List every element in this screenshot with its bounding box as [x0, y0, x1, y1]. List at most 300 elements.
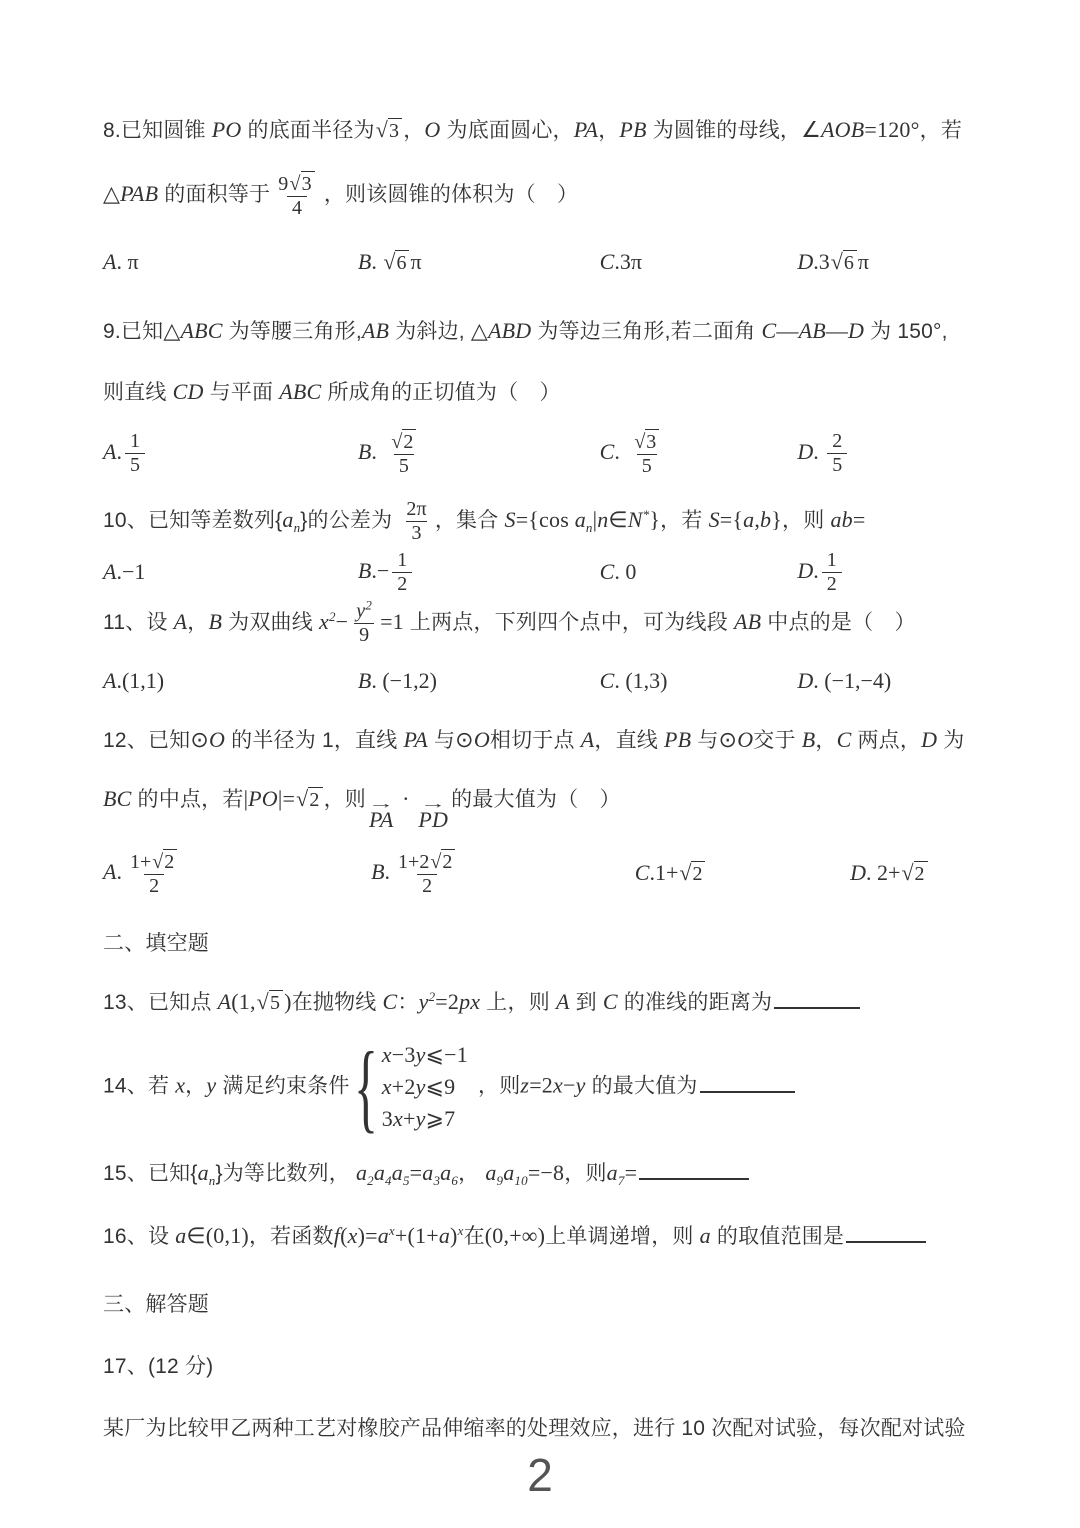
- text: 15、已知{: [103, 1162, 198, 1186]
- math-variable: A: [217, 989, 232, 1015]
- math-variable: y: [415, 1042, 426, 1068]
- radicand: 3: [388, 118, 402, 143]
- q12-options: [103, 849, 982, 898]
- radicand: 6: [395, 250, 409, 275]
- math-variable: PA: [573, 117, 599, 142]
- text: ，: [458, 1162, 486, 1186]
- math-text: .3π: [614, 249, 642, 274]
- text: 为圆锥的母线，: [646, 119, 802, 142]
- math-text: ={cos: [515, 507, 575, 533]
- math-text: 2: [397, 573, 408, 595]
- math-text: |=: [277, 786, 296, 811]
- math-variable: C: [634, 860, 650, 886]
- superscript: *: [642, 507, 650, 523]
- math-variable: B: [357, 439, 372, 465]
- numerator: [827, 430, 847, 453]
- text: 的最大值为: [585, 1074, 698, 1098]
- text: 二、填空题: [103, 932, 209, 956]
- q9-options: [103, 429, 982, 478]
- math-text: .: [813, 439, 825, 465]
- numerator: [393, 849, 461, 874]
- option-b: [358, 549, 600, 596]
- math-text: ⩽−1: [425, 1042, 468, 1068]
- text: 为 150°,: [864, 320, 948, 343]
- radicand: 2: [308, 787, 322, 812]
- text: ，: [185, 1074, 207, 1098]
- option-c: [635, 855, 850, 892]
- math-variable: f: [333, 1223, 341, 1249]
- math-text: −: [335, 609, 349, 635]
- text: ，: [403, 119, 425, 142]
- math-variable: PO: [211, 117, 242, 142]
- math-text: ⊙: [190, 727, 209, 752]
- math-text: −3: [391, 1042, 416, 1068]
- math-text: ⩽9: [425, 1074, 456, 1100]
- answer-blank: [774, 1004, 860, 1009]
- numerator: [273, 171, 321, 196]
- radical-sign-icon: √: [391, 431, 403, 453]
- radical-sign-icon: √: [289, 173, 301, 195]
- radicand: 3: [301, 171, 315, 196]
- math-text: ): [450, 1223, 458, 1249]
- subscript: 9: [496, 1173, 504, 1189]
- math-variable: C: [599, 559, 615, 584]
- text: 的中点，若: [131, 788, 244, 811]
- numerator: [401, 498, 432, 521]
- option-d: [797, 244, 982, 281]
- math-variable: C: [761, 318, 777, 343]
- math-text: . (−1,2): [371, 668, 437, 693]
- text: 13、已知点: [103, 991, 218, 1015]
- subscript: 7: [617, 1173, 625, 1189]
- square-root: [376, 112, 402, 148]
- vector-arrow-icon: →: [367, 795, 395, 811]
- math-text: (1,: [231, 989, 256, 1015]
- math-variable: AB: [361, 318, 390, 343]
- equation-system: [353, 1031, 468, 1143]
- math-variable: D: [797, 558, 814, 584]
- text: ，集合: [434, 509, 505, 533]
- math-variable: D: [848, 318, 865, 343]
- section-fill-in: [103, 926, 982, 962]
- text: ，则: [471, 1074, 521, 1098]
- math-text: ⊙: [455, 727, 474, 752]
- option-a: [103, 244, 358, 281]
- math-variable: a: [574, 507, 586, 533]
- text: 则直线: [103, 381, 173, 404]
- math-text: 4: [291, 197, 303, 219]
- math-text: 1: [129, 430, 140, 452]
- text: 11、设: [103, 611, 174, 635]
- text: 与: [691, 729, 719, 752]
- math-text: =2: [435, 989, 460, 1015]
- math-text: .(1,1): [116, 668, 165, 693]
- square-root: [296, 781, 322, 817]
- text: 为等腰三角形,: [222, 320, 362, 343]
- math-variable: x: [381, 1042, 392, 1068]
- q10-options: [103, 549, 982, 596]
- square-root: [152, 849, 177, 874]
- math-variable: C: [599, 439, 615, 465]
- math-variable: O: [209, 727, 226, 752]
- denominator: [822, 572, 842, 596]
- math-variable: ABC: [180, 318, 223, 343]
- fraction: [351, 597, 377, 647]
- math-text: 1+2: [398, 851, 430, 874]
- text: 的取值范围是: [710, 1225, 845, 1249]
- math-variable: a: [438, 1223, 451, 1249]
- q8-options: [103, 244, 982, 281]
- math-text: 2: [826, 573, 837, 595]
- math-variable: a: [606, 1160, 618, 1186]
- subscript: n: [585, 520, 593, 536]
- text: 为: [937, 729, 965, 752]
- math-variable: a: [422, 1160, 434, 1186]
- text: 上单调递增，则: [545, 1225, 700, 1249]
- option-a: [103, 554, 358, 591]
- math-variable: a: [373, 1160, 386, 1186]
- math-text: =2: [529, 1072, 553, 1098]
- math-variable: C: [602, 989, 618, 1015]
- brace-icon: {: [353, 1031, 378, 1143]
- math-variable: ABD: [488, 318, 532, 343]
- math-text: . π: [116, 249, 139, 274]
- radical-sign-icon: √: [679, 860, 692, 886]
- fraction: [273, 171, 321, 220]
- math-text: 2: [422, 875, 433, 898]
- math-variable: x: [347, 1223, 358, 1249]
- text: 某厂为比较甲乙两种工艺对橡胶产品伸缩率的处理效应，进行 10 次配对试验，每次配对试验: [103, 1417, 966, 1441]
- text: 10、已知等差数列{: [103, 509, 283, 533]
- option-b: [358, 663, 600, 700]
- math-variable: y: [575, 1072, 586, 1098]
- vector-name: PA: [369, 807, 394, 832]
- math-variable: C: [836, 727, 852, 752]
- math-text: . (−1,−4): [813, 668, 892, 693]
- math-text: ·: [396, 786, 416, 811]
- q11-line: [103, 597, 982, 647]
- text: ，: [815, 729, 837, 752]
- math-variable: A: [103, 859, 117, 885]
- subscript: 10: [514, 1173, 528, 1189]
- math-text: =: [852, 507, 866, 533]
- math-variable: A: [103, 249, 117, 274]
- radical-sign-icon: √: [383, 249, 396, 274]
- math-text: 9: [278, 173, 289, 195]
- radical-sign-icon: √: [901, 860, 914, 886]
- text: ，: [187, 611, 209, 635]
- numerator: [385, 429, 422, 454]
- math-text: =1: [380, 609, 404, 635]
- q9-line-1: [103, 313, 982, 350]
- square-root: [430, 849, 455, 874]
- option-c: [600, 663, 798, 700]
- fraction: [125, 430, 145, 477]
- math-variable: a: [282, 507, 294, 533]
- math-variable: A: [580, 727, 595, 752]
- math-variable: D: [797, 249, 814, 274]
- text: ，则: [323, 788, 367, 811]
- vector-name: PD: [418, 807, 449, 832]
- subscript: 5: [402, 1173, 410, 1189]
- q9-line-2: [103, 374, 982, 411]
- math-text: .: [371, 439, 383, 465]
- math-variable: B: [357, 249, 372, 274]
- math-text: =: [624, 1160, 638, 1186]
- text: 上，则: [480, 991, 556, 1015]
- superscript: 2: [365, 597, 373, 613]
- math-text: ∈: [608, 507, 628, 533]
- text: 的底面半径为: [241, 119, 375, 142]
- text: ，若函数: [248, 1225, 334, 1249]
- radicand: 2: [402, 429, 416, 454]
- math-text: ∈(0,1): [186, 1223, 249, 1249]
- fraction: [385, 429, 422, 478]
- math-variable: O: [473, 727, 490, 752]
- math-text: .−1: [116, 559, 146, 584]
- square-root: [257, 984, 283, 1020]
- option-d: [850, 855, 982, 892]
- math-text: ⊙: [718, 727, 738, 752]
- math-variable: a: [743, 507, 755, 533]
- square-root: [289, 171, 314, 196]
- vector: [367, 795, 395, 832]
- math-text: 5: [832, 454, 843, 476]
- math-variable: x: [319, 609, 329, 635]
- option-b: [358, 429, 600, 478]
- math-variable: a: [391, 1160, 403, 1186]
- square-root: [634, 429, 659, 454]
- superscript: 2: [428, 989, 436, 1005]
- math-text: }: [649, 507, 661, 533]
- subscript: n: [293, 520, 301, 536]
- math-text: 9: [359, 624, 370, 646]
- equation-row-1: [382, 1041, 468, 1069]
- page-number: 2: [527, 1449, 553, 1501]
- math-variable: A: [173, 609, 188, 635]
- radical-sign-icon: √: [152, 851, 164, 874]
- option-c: [600, 554, 798, 591]
- fraction: [125, 849, 183, 898]
- math-text: π: [857, 249, 869, 274]
- fraction: [822, 549, 842, 596]
- math-variable: y: [418, 989, 429, 1015]
- text: 为斜边,: [389, 320, 471, 343]
- option-d: [797, 549, 982, 596]
- math-variable: B: [208, 609, 223, 635]
- math-text: .: [371, 249, 383, 274]
- denominator: [637, 454, 657, 478]
- q11-options: [103, 663, 982, 700]
- math-variable: A: [103, 559, 117, 584]
- math-variable: AOB: [821, 117, 865, 142]
- math-text: .: [116, 859, 122, 885]
- math-variable: C: [382, 989, 398, 1015]
- radical-sign-icon: √: [256, 989, 269, 1015]
- math-variable: D: [797, 439, 814, 465]
- math-variable: O: [424, 117, 441, 142]
- math-variable: a: [175, 1223, 187, 1249]
- math-variable: CD: [172, 379, 204, 404]
- fraction: [393, 849, 461, 898]
- denominator: [827, 453, 847, 477]
- math-text: (0,+∞): [484, 1223, 546, 1249]
- text: 与: [427, 729, 456, 752]
- math-variable: N: [627, 507, 643, 533]
- math-text: .: [813, 558, 819, 584]
- fraction: [827, 430, 847, 477]
- math-text: )=: [357, 1223, 378, 1249]
- math-text: −: [562, 1072, 576, 1098]
- q8-line-1: [103, 112, 982, 149]
- math-text: +2: [391, 1074, 416, 1100]
- math-text: .: [384, 859, 391, 885]
- square-root: [383, 244, 409, 280]
- math-variable: C: [599, 668, 615, 693]
- math-text: 5: [398, 455, 409, 477]
- superscript: x: [388, 1223, 395, 1239]
- option-d: [797, 663, 982, 700]
- math-variable: z: [520, 1072, 530, 1098]
- denominator: [394, 454, 414, 478]
- answer-blank: [846, 1238, 926, 1243]
- math-variable: B: [357, 668, 372, 693]
- exam-body: [103, 112, 982, 1447]
- numerator: [628, 429, 665, 454]
- q12-line-2: [103, 781, 982, 831]
- option-a: [103, 663, 358, 700]
- math-text: +(1+: [394, 1223, 439, 1249]
- denominator: [144, 874, 164, 898]
- math-variable: a: [197, 1160, 209, 1186]
- text: ，则: [564, 1162, 607, 1186]
- math-variable: a: [485, 1160, 497, 1186]
- math-text: =120°: [864, 117, 920, 142]
- text: 8.已知圆锥: [103, 119, 212, 142]
- text: 交于: [753, 729, 802, 752]
- text: 为等边三角形,若二面角: [531, 320, 762, 343]
- math-variable: ab: [830, 507, 853, 533]
- math-text: .: [614, 439, 626, 465]
- square-root: [391, 429, 416, 454]
- math-variable: S: [504, 507, 516, 533]
- math-variable: a: [503, 1160, 515, 1186]
- math-text: |: [243, 786, 249, 811]
- text: ，若: [919, 119, 963, 142]
- text: ，则: [782, 509, 831, 533]
- radicand: 6: [843, 250, 857, 275]
- q8-line-2: [103, 171, 982, 220]
- text: 17、(12 分): [103, 1355, 214, 1379]
- math-text: △: [470, 318, 488, 343]
- math-variable: a: [699, 1223, 711, 1249]
- fraction: [392, 549, 412, 596]
- radical-sign-icon: √: [375, 117, 388, 142]
- math-variable: BC: [103, 786, 132, 811]
- equation-row-3: [382, 1105, 468, 1133]
- math-variable: A: [555, 989, 570, 1015]
- numerator: [351, 597, 377, 623]
- text: 14、若: [103, 1074, 176, 1098]
- math-text: △: [103, 181, 121, 207]
- math-text: +: [402, 1106, 416, 1132]
- text: 12、已知: [103, 729, 191, 752]
- math-variable: A: [103, 439, 117, 465]
- text: }的公差为: [300, 509, 399, 533]
- square-root: [831, 244, 857, 280]
- text: ，若: [660, 509, 709, 533]
- math-text: 3: [381, 1106, 393, 1132]
- text: 的半径为 1，直线: [225, 729, 404, 752]
- math-text: }: [771, 507, 783, 533]
- subscript: 4: [385, 1173, 392, 1189]
- math-text: 1: [397, 549, 408, 571]
- math-text: ): [284, 989, 292, 1015]
- q16-line: [103, 1218, 982, 1255]
- text: 所成角的正切值为（ ）: [321, 381, 561, 404]
- text: 三、解答题: [103, 1293, 209, 1317]
- math-text: 2π: [406, 498, 427, 520]
- math-variable: y: [415, 1074, 426, 1100]
- radicand: 3: [645, 429, 659, 454]
- q13-line: [103, 984, 982, 1021]
- denominator: [406, 521, 426, 545]
- equation-row-2: [382, 1073, 468, 1101]
- answer-blank: [700, 1088, 795, 1093]
- math-variable: AB: [798, 318, 826, 343]
- text: 与平面: [203, 381, 280, 404]
- option-a: [103, 849, 371, 898]
- math-text: (: [340, 1223, 348, 1249]
- text: 满足约束条件: [216, 1074, 350, 1098]
- q15-line: [103, 1155, 982, 1192]
- option-c: [600, 429, 798, 478]
- superscript: 2: [328, 609, 336, 625]
- math-variable: PAB: [120, 181, 159, 207]
- radical-sign-icon: √: [430, 851, 442, 874]
- text: 两点，: [851, 729, 922, 752]
- math-variable: AB: [733, 609, 762, 635]
- math-variable: y: [415, 1106, 426, 1132]
- numerator: [822, 549, 842, 572]
- text: }为等比数列，: [215, 1162, 356, 1186]
- text: 上两点，下列四个点中，可为线段: [403, 611, 734, 635]
- math-text: 2: [149, 875, 160, 898]
- numerator: [125, 430, 145, 453]
- math-variable: D: [797, 668, 814, 693]
- radicand: 2: [163, 849, 177, 874]
- math-text: —: [825, 318, 849, 343]
- math-text: . 2+: [866, 860, 901, 886]
- text: 的面积等于: [158, 183, 271, 207]
- text: 相切于点: [489, 729, 581, 752]
- denominator: [125, 453, 145, 477]
- text: ，: [598, 119, 620, 142]
- answer-blank: [639, 1175, 749, 1180]
- math-text: ∠: [801, 117, 822, 142]
- option-d: [797, 430, 982, 477]
- radicand: 5: [269, 990, 283, 1015]
- fraction: [401, 498, 432, 545]
- radicand: 2: [441, 849, 455, 874]
- text: 的准线的距离为: [617, 991, 773, 1015]
- q10-line: [103, 498, 982, 545]
- denominator: [392, 572, 412, 596]
- text: 9.已知: [103, 320, 164, 343]
- math-variable: x: [381, 1074, 392, 1100]
- text: ，则该圆锥的体积为（ ）: [323, 183, 579, 207]
- radicand: 2: [691, 861, 705, 886]
